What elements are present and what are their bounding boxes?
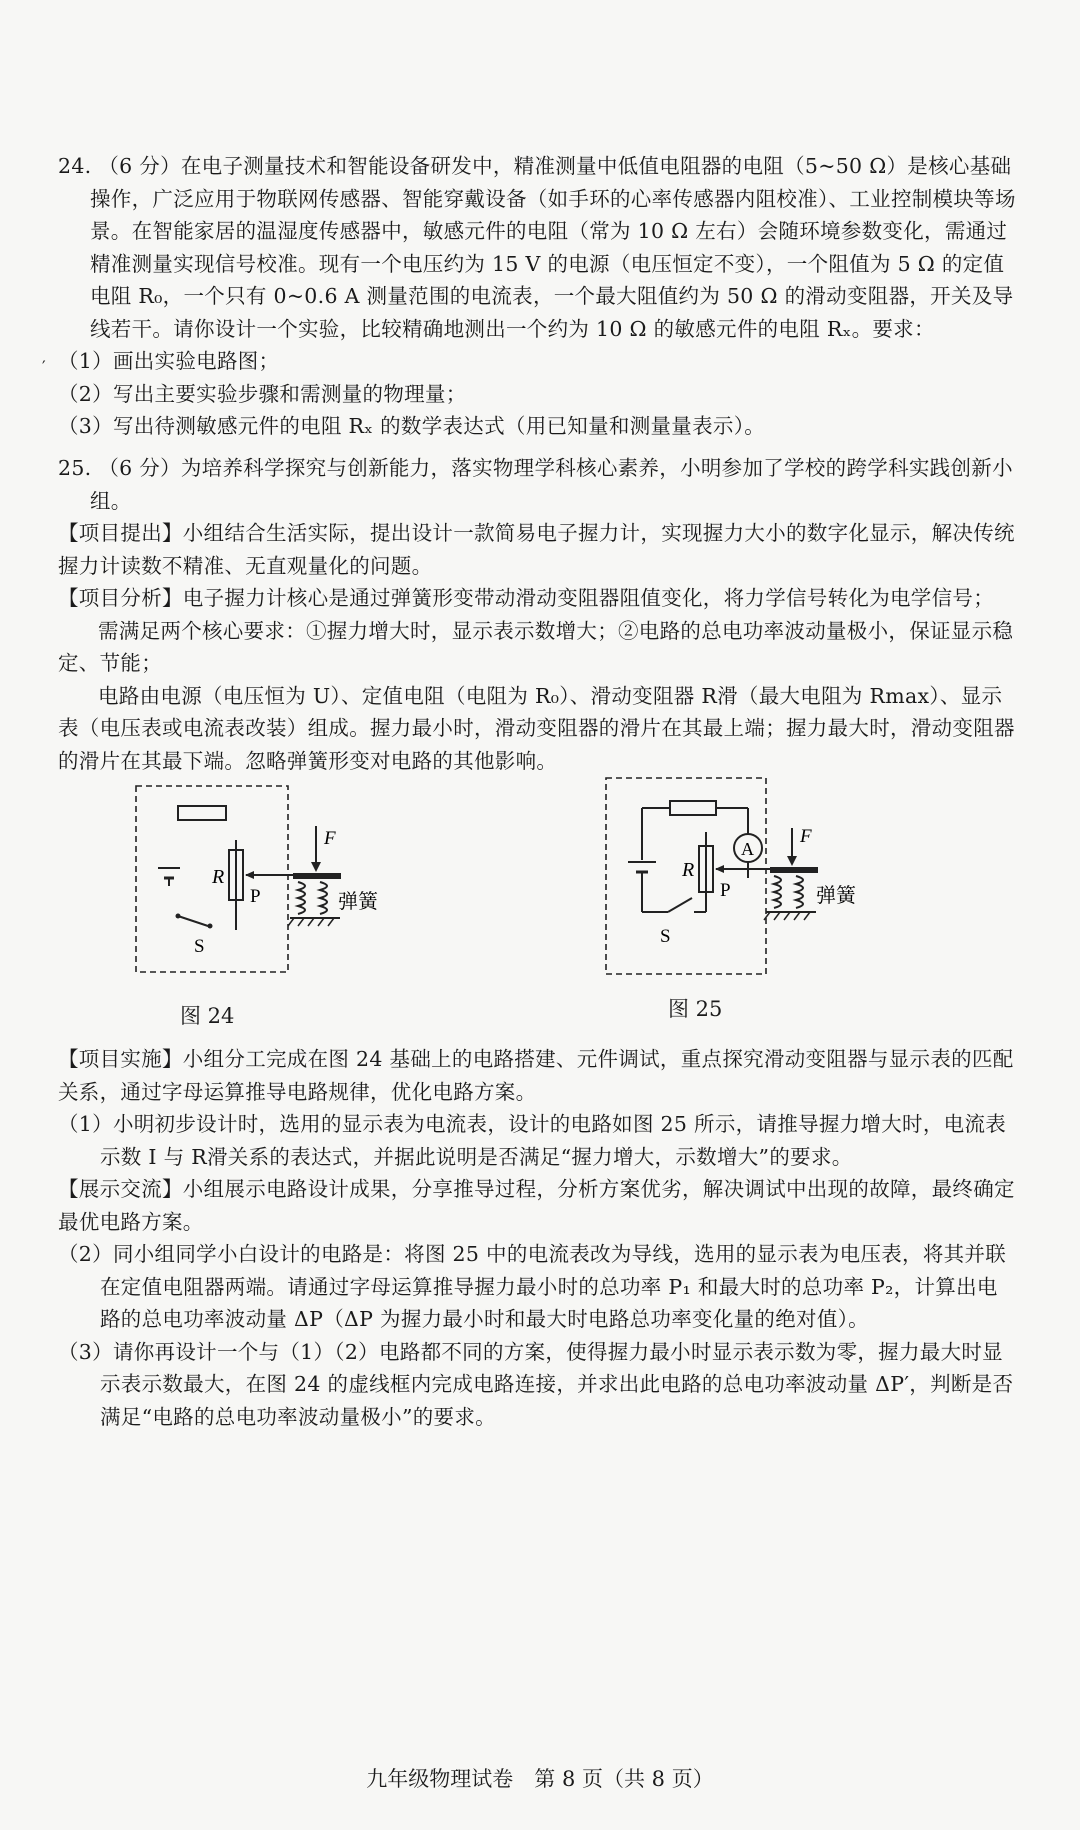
figure-24-caption: 图 24	[180, 1004, 235, 1028]
question-25-cont	[58, 1043, 1018, 1433]
fixed-resistor	[178, 806, 226, 820]
switch	[178, 916, 208, 926]
label-spring: 弹簧	[338, 889, 378, 913]
q25-sub1: （1）小明初步设计时，选用的显示表为电流表，设计的电路如图 25 所示，请推导握力增大时，电流表示数 I 与 R滑关系的表达式，并据此说明是否满足“握力增大，示数增大”的要求。	[58, 1112, 1007, 1169]
figure-25	[598, 772, 898, 992]
spring-plate	[293, 873, 341, 879]
q25-project-raise: 【项目提出】小组结合生活实际，提出设计一款简易电子握力计，实现握力大小的数字化显示，解决传统握力计读数不精准、无直观量化的问题。	[58, 521, 1015, 578]
label-P: P	[720, 880, 731, 901]
spring-plate	[770, 867, 818, 873]
q24-body: 24. （6 分）在电子测量技术和智能设备研发中，精准测量中低值电阻器的电阻（5~50 Ω）是核心基础操作，广泛应用于物联网传感器、智能穿戴设备（如手环的心率传感器内阻校准）、工业控制模块等场景。在智能家居的温湿度传感器中，敏感元件的电阻（常为 10 Ω 左右）会随环境参数变化，需通过精准测量实现信号校准。现有一个电压约为 15 V 的电源（电压恒定不变），一个阻值为 5 Ω 的定值电阻 R₀，一个只有 0~0.6 A 测量范围的电流表，一个最大阻值约为 50 Ω 的滑动变阻器，开关及导线若干。请你设计一个实验，比较精确地测出一个约为 10 Ω 的敏感元件的电阻 Rₓ。要求：	[58, 154, 1016, 341]
q25-project-analysis: 【项目分析】电子握力计核心是通过弹簧形变带动滑动变阻器阻值变化，将力学信号转化为电学信号；	[58, 586, 994, 610]
label-F: F	[800, 826, 812, 847]
fixed-resistor	[670, 801, 716, 815]
q24-item-1: （1）画出实验电路图；	[58, 349, 280, 373]
label-spring: 弹簧	[816, 883, 856, 907]
q25-exchange: 【展示交流】小组展示电路设计成果，分享推导过程，分析方案优劣，解决调试中出现的故障，最终确定最优电路方案。	[58, 1177, 1015, 1234]
spring	[774, 876, 803, 908]
figure-24	[128, 780, 428, 990]
figure-24-diagram	[128, 780, 428, 990]
question-24	[58, 150, 1018, 443]
q25-requirements: 需满足两个核心要求：①握力增大时，显示表示数增大；②电路的总电功率波动量极小，保证显示稳定、节能；	[58, 618, 1014, 675]
page-footer: 九年级物理试卷 第 8 页（共 8 页）	[366, 1767, 714, 1791]
ammeter-label: A	[741, 839, 754, 859]
label-P: P	[250, 886, 261, 907]
label-R: R	[682, 859, 695, 881]
label-S: S	[194, 936, 205, 957]
label-R: R	[212, 866, 225, 888]
q24-item-2: （2）写出主要实验步骤和需测量的物理量；	[58, 381, 467, 406]
q25-implementation: 【项目实施】小组分工完成在图 24 基础上的电路搭建、元件调试，重点探究滑动变阻器与显示表的匹配关系，通过字母运算推导电路规律，优化电路方案。	[58, 1047, 1014, 1104]
spring	[298, 882, 327, 914]
q24-item-3: （3）写出待测敏感元件的电阻 Rₓ 的数学表达式（用已知量和测量量表示）。	[58, 414, 766, 438]
slider-arrow	[715, 865, 724, 873]
stray-mark: ′	[42, 357, 46, 376]
figure-25-caption: 图 25	[668, 997, 723, 1021]
figure-25-diagram	[598, 772, 898, 992]
label-S: S	[660, 926, 671, 947]
slider-arrow	[245, 871, 254, 879]
question-25	[58, 452, 1018, 777]
q25-sub2: （2）同小组同学小白设计的电路是：将图 25 中的电流表改为导线，选用的显示表为电压表，将其并联在定值电阻器两端。请通过字母运算推导握力最小时的总功率 P₁ 和最大时的总功率 P₂，计算出电路的总电功率波动量 ΔP（ΔP 为握力最小时和最大时电路总功率变化量的绝对值）。	[58, 1242, 1007, 1331]
label-F: F	[324, 828, 336, 849]
q25-circuit-desc: 电路由电源（电压恒为 U）、定值电阻（电阻为 R₀）、滑动变阻器 R滑（最大电阻为 Rmax）、显示表（电压表或电流表改装）组成。握力最小时，滑动变阻器的滑片在其最上端；握力最大时，滑动变阻器的滑片在其最下端。忽略弹簧形变对电路的其他影响。	[58, 683, 1015, 773]
q25-sub3: （3）请你再设计一个与（1）（2）电路都不同的方案，使得握力最小时显示表示数为零，握力最大时显示表示数最大，在图 24 的虚线框内完成电路连接，并求出此电路的总电功率波动量 ΔP′，判断是否满足“电路的总电功率波动量极小”的要求。	[58, 1339, 1014, 1429]
switch	[668, 898, 692, 912]
q25-intro: 25. （6 分）为培养科学探究与创新能力，落实物理学科核心素养，小明参加了学校的跨学科实践创新小组。	[58, 456, 1013, 513]
